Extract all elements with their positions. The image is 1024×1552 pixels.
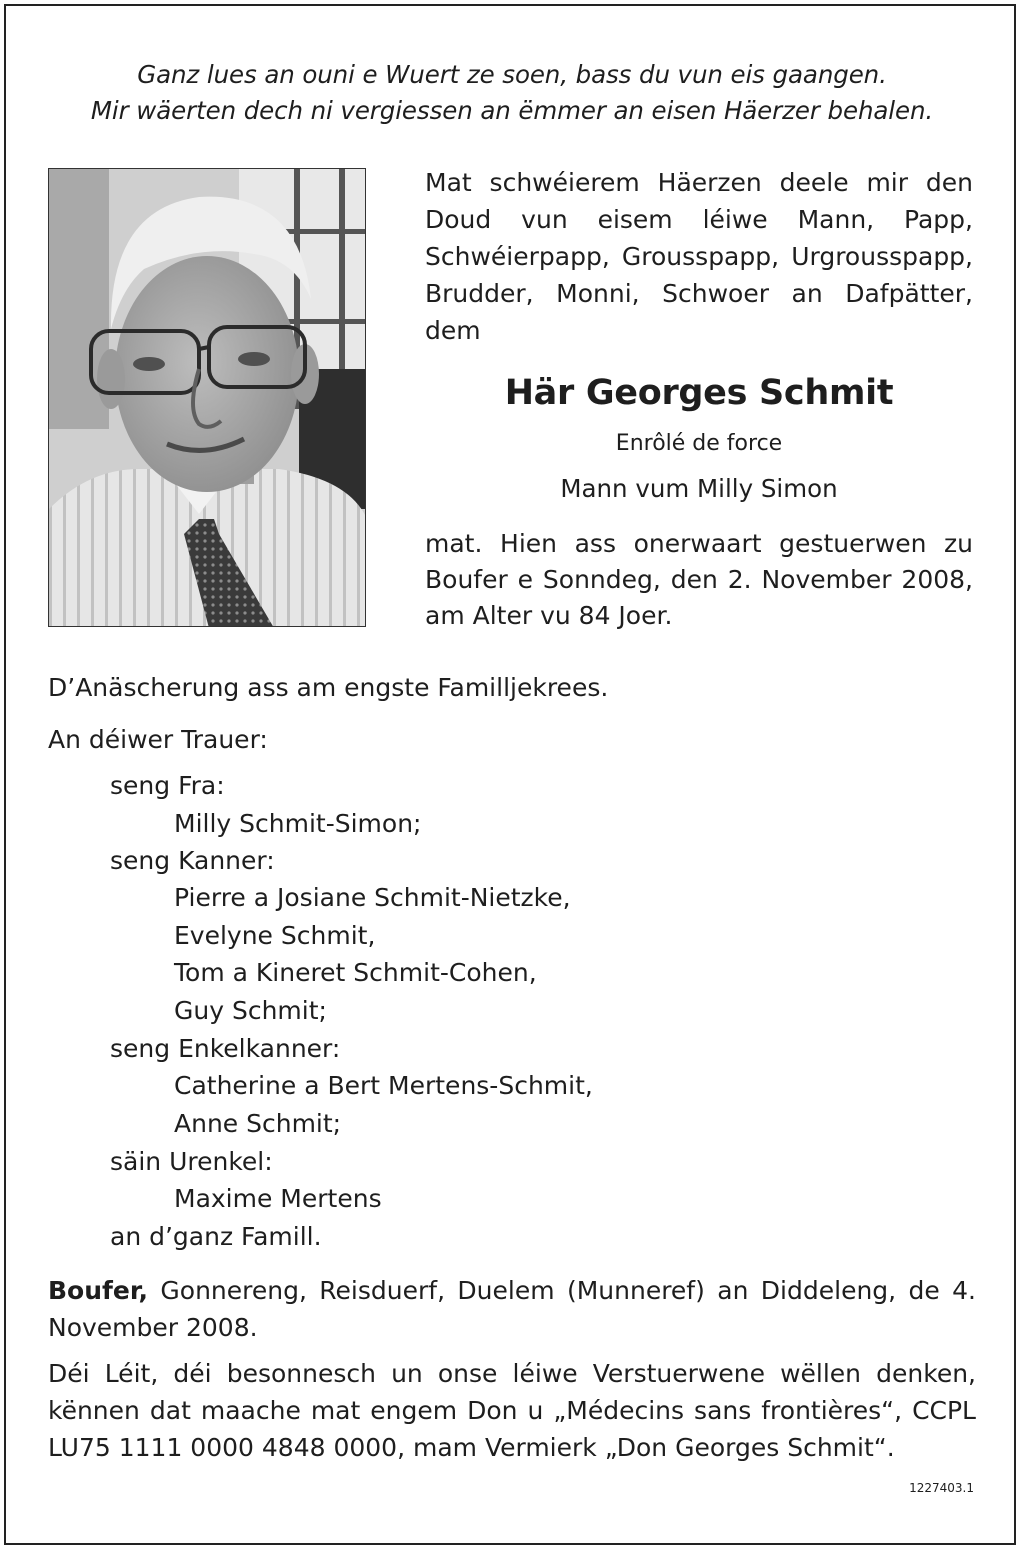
mourner-name: Catherine a Bert Mertens-Schmit, [174, 1071, 593, 1100]
mourner-name: Maxime Mertens [174, 1184, 382, 1213]
motto-line-2: Mir wäerten dech ni vergiessen an ëmmer an eisen Häerzer behalen. [90, 96, 934, 125]
mourner-name: Pierre a Josiane Schmit-Nietzke, [174, 883, 571, 912]
announcement-intro: Mat schwéierem Häerzen deele mir den Doud vun eisem léiwe Mann, Papp, Schwéierpapp, Grousspapp, Urgrousspapp, Brudder, Monni, Schwoer an Dafpätter, dem [425, 168, 973, 345]
deceased-name: Här Georges Schmit [504, 373, 894, 413]
motto-line-1: Ganz lues an ouni e Wuert ze soen, bass du vun eis gaangen. [137, 60, 887, 89]
group-label: seng Fra: [110, 771, 225, 800]
portrait-photo [48, 168, 366, 627]
reference-number: 1227403.1 [909, 1481, 974, 1495]
place-date [48, 1272, 976, 1346]
mourners-closing: an d’ganz Famill. [110, 1222, 322, 1251]
mourner-name: Evelyne Schmit, [174, 921, 376, 950]
mourner-name: Guy Schmit; [174, 996, 327, 1025]
mourners-heading: An déiwer Trauer: [48, 725, 268, 754]
donation-note: Déi Léit, déi besonnesch un onse léiwe Verstuerwene wëllen denken, kënnen dat maache mat engem Don u „Médecins sans frontières“, CCPL LU75 1111 0000 4848 0000, mam Vermierk „Don Georges Schmit“. [48, 1359, 976, 1462]
cremation-note: D’Anäscherung ass am engste Familljekrees. [48, 673, 609, 702]
deceased-note: Enrôlé de force [615, 431, 783, 456]
death-notice: mat. Hien ass onerwaart gestuerwen zu Boufer e Sonndeg, den 2. November 2008, am Alter vu 84 Joer. [425, 529, 973, 630]
motto [30, 57, 994, 129]
place-date-rest: Gonnereng, Reisduerf, Duelem (Munneref) an Diddeleng, de 4. November 2008. [48, 1276, 976, 1342]
group-label: seng Kanner: [110, 846, 275, 875]
place-name: Boufer, [48, 1276, 149, 1305]
group-label: säin Urenkel: [110, 1147, 273, 1176]
deceased-spouse-line: Mann vum Milly Simon [560, 474, 838, 503]
mourner-name: Milly Schmit-Simon; [174, 809, 422, 838]
group-label: seng Enkelkanner: [110, 1034, 341, 1063]
mourner-name: Tom a Kineret Schmit-Cohen, [174, 958, 537, 987]
mourner-name: Anne Schmit; [174, 1109, 342, 1138]
